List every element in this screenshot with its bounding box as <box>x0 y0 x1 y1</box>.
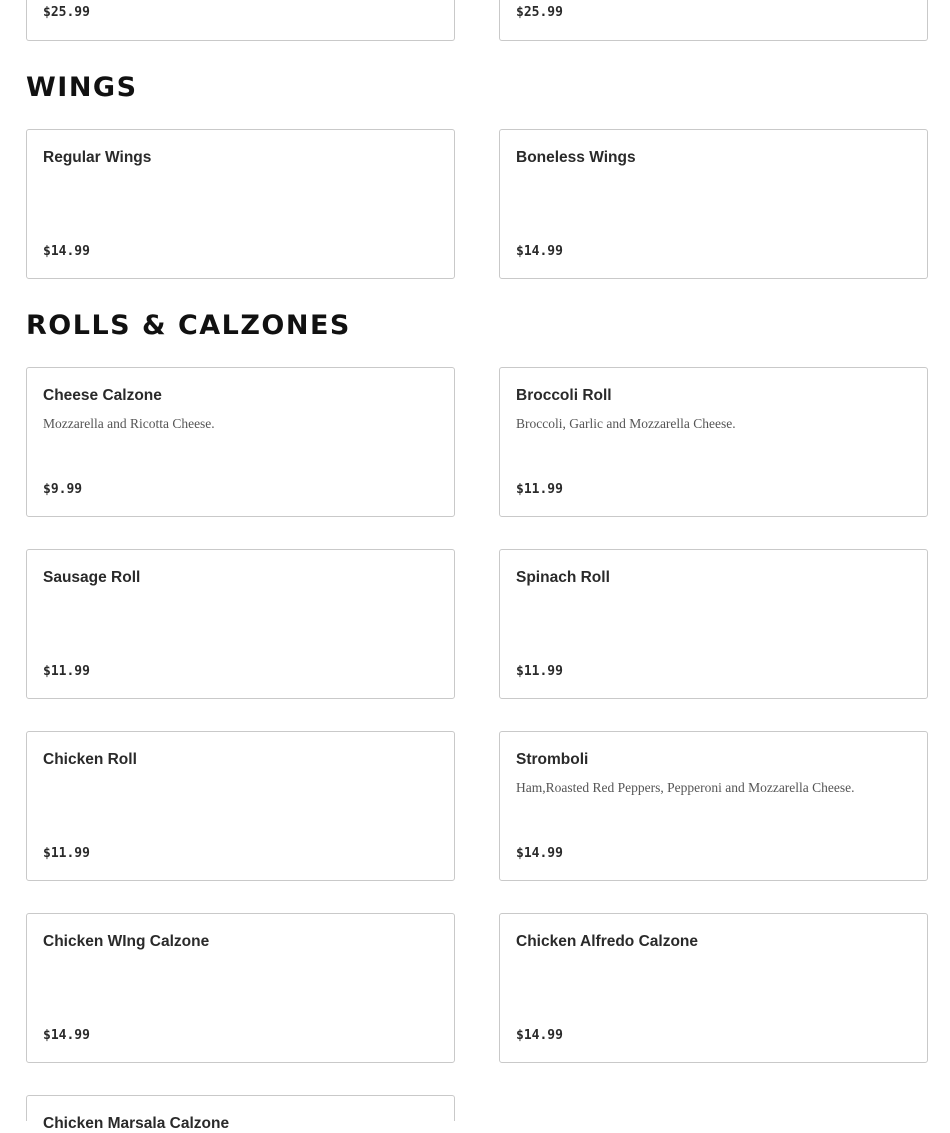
menu-item-card[interactable] <box>499 549 928 699</box>
item-description: Ham,Roasted Red Peppers, Pepperoni and Mozzarella Cheese. <box>516 780 855 795</box>
menu-item-card[interactable] <box>26 129 455 279</box>
item-price: $11.99 <box>43 664 90 679</box>
item-price: $9.99 <box>43 482 83 497</box>
section-title-wings: WINGS <box>26 72 138 103</box>
item-price: $11.99 <box>516 664 563 679</box>
menu-item-card[interactable] <box>499 129 928 279</box>
menu-item-card[interactable] <box>26 0 455 41</box>
menu-item-card[interactable] <box>26 731 455 881</box>
item-description: Broccoli, Garlic and Mozzarella Cheese. <box>516 416 736 431</box>
item-price: $11.99 <box>43 846 90 861</box>
item-price: $14.99 <box>516 846 563 861</box>
item-price: $14.99 <box>516 1028 563 1043</box>
item-name: Chicken Alfredo Calzone <box>516 933 699 950</box>
item-price: $14.99 <box>43 1028 90 1043</box>
item-price: $11.99 <box>516 482 563 497</box>
item-name: Chicken Roll <box>43 751 137 768</box>
menu-item-card[interactable] <box>26 913 455 1063</box>
menu-item-card[interactable] <box>499 0 928 41</box>
item-name: Sausage Roll <box>43 569 141 586</box>
item-name: Boneless Wings <box>516 149 636 166</box>
menu-item-card[interactable] <box>26 367 455 517</box>
item-name: Broccoli Roll <box>516 387 612 404</box>
item-name: Spinach Roll <box>516 569 610 586</box>
item-description: Mozzarella and Ricotta Cheese. <box>43 416 215 431</box>
item-price: $14.99 <box>516 244 563 259</box>
item-price: $14.99 <box>43 244 90 259</box>
menu-item-card[interactable] <box>26 549 455 699</box>
menu-item-card[interactable] <box>499 367 928 517</box>
section-title-rolls-calzones: ROLLS & CALZONES <box>26 310 351 341</box>
item-name: Cheese Calzone <box>43 387 162 404</box>
menu-item-card[interactable] <box>26 1095 455 1132</box>
menu-item-card[interactable] <box>499 913 928 1063</box>
menu-item-card[interactable] <box>499 731 928 881</box>
item-name: Stromboli <box>516 751 589 768</box>
item-name: Chicken Marsala Calzone <box>43 1115 230 1132</box>
item-price: $25.99 <box>43 5 90 20</box>
item-price: $25.99 <box>516 5 563 20</box>
item-name: Regular Wings <box>43 149 152 166</box>
item-name: Chicken WIng Calzone <box>43 933 210 950</box>
